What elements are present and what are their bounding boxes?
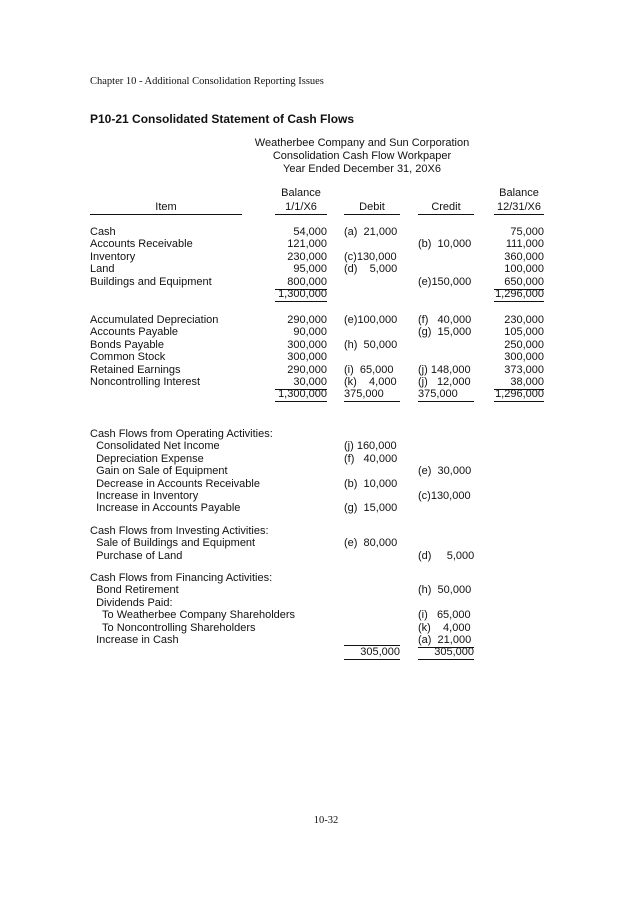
credit-entry: (a) 21,000	[418, 634, 474, 648]
cash-flow-label: To Noncontrolling Shareholders	[90, 621, 256, 634]
balance-begin-value: 30,000	[275, 376, 327, 390]
cash-flow-row	[0, 478, 638, 491]
balance-end-value: 100,000	[504, 263, 544, 276]
balance-end-value: 300,000	[504, 351, 544, 364]
credit-entry: (d) 5,000	[418, 549, 475, 562]
debit-entry: (j) 160,000	[344, 440, 397, 453]
balance-end-value: 650,000	[494, 276, 544, 290]
cash-flow-label: Consolidated Net Income	[90, 440, 220, 453]
cash-flow-row	[0, 453, 638, 466]
balance-end-header: Balance	[499, 187, 539, 199]
debit-entry: (g) 15,000	[344, 502, 398, 515]
table-row	[0, 251, 638, 264]
debit-header: Debit	[344, 201, 400, 215]
row-item-label: Accounts Receivable	[90, 238, 193, 251]
cash-flow-row	[0, 440, 638, 453]
balance-end-value: 1,296,000	[495, 388, 544, 401]
row-item-label: Land	[90, 263, 115, 276]
credit-entry: (g) 15,000	[418, 326, 472, 339]
balance-end-value: 360,000	[504, 250, 544, 263]
cash-flow-label: Increase in Inventory	[90, 490, 199, 502]
cash-flow-label: Increase in Cash	[90, 634, 179, 646]
cash-flow-row	[0, 584, 638, 597]
credit-entry: 305,000	[418, 646, 474, 660]
debit-entry: 375,000	[344, 388, 400, 402]
table-row	[0, 288, 638, 301]
cash-flow-row	[0, 597, 638, 610]
credit-entry: (e)150,000	[418, 275, 472, 288]
problem-title: P10-21 Consolidated Statement of Cash Flows	[90, 112, 355, 126]
balance-end-value: 1,296,000	[495, 288, 544, 300]
balance-begin-value: 290,000	[287, 314, 327, 326]
debit-entry: 305,000	[344, 646, 400, 660]
credit-header: Credit	[418, 201, 474, 215]
balance-begin-value: 121,000	[287, 238, 327, 251]
credit-entry: (e) 30,000	[418, 465, 472, 478]
credit-entry: (b) 10,000	[418, 238, 472, 251]
credit-entry: 375,000	[418, 388, 474, 402]
balance-end-value: 230,000	[504, 314, 544, 326]
table-row	[0, 339, 638, 352]
row-item-label: Inventory	[90, 250, 136, 263]
credit-entry: (f) 40,000	[418, 314, 472, 326]
row-item-label: Bonds Payable	[90, 338, 164, 351]
column-header-top	[0, 187, 638, 200]
period-line: Year Ended December 31, 20X6	[283, 163, 441, 175]
table-row	[0, 376, 638, 389]
cash-flow-row	[0, 465, 638, 478]
cash-flow-label: Cash Flows from Investing Activities:	[90, 524, 269, 537]
row-item-label: Accumulated Depreciation	[90, 314, 219, 326]
debit-entry: (c)130,000	[344, 250, 397, 263]
column-header-bottom	[0, 201, 638, 214]
cash-flow-row	[0, 622, 638, 635]
item-header: Item	[90, 201, 242, 215]
balance-begin-value: 300,000	[287, 351, 327, 364]
cash-flow-row	[0, 634, 638, 647]
balance-begin-value: 1,300,000	[275, 388, 327, 402]
page-number: 10-32	[313, 815, 339, 826]
balance-end-value: 373,000	[504, 363, 544, 376]
table-row	[0, 364, 638, 377]
balance-begin-value: 95,000	[293, 263, 327, 276]
cash-flow-row	[0, 502, 638, 515]
debit-entry: (e)100,000	[344, 314, 398, 326]
cash-flow-row	[0, 646, 638, 659]
chapter-header: Chapter 10 - Additional Consolidation Reporting Issues	[90, 76, 324, 87]
balance-begin-value: 54,000	[293, 226, 327, 238]
balance-end-date: 12/31/X6	[494, 201, 544, 215]
cash-flow-row	[0, 525, 638, 538]
credit-entry: (j) 12,000	[418, 376, 471, 388]
row-item-label: Cash	[90, 226, 116, 238]
cash-flow-label: Depreciation Expense	[90, 452, 204, 465]
balance-begin-value: 1,300,000	[275, 288, 327, 302]
cash-flow-row	[0, 490, 638, 503]
credit-entry: (k) 4,000	[418, 621, 471, 634]
credit-entry: (i) 65,000	[418, 609, 471, 622]
row-item-label: Accounts Payable	[90, 326, 179, 339]
cash-flow-label: Dividends Paid:	[90, 596, 173, 609]
cash-flow-label: Bond Retirement	[90, 584, 179, 597]
cash-flow-label: Increase in Accounts Payable	[90, 502, 241, 515]
table-row	[0, 314, 638, 327]
cash-flow-row	[0, 609, 638, 622]
balance-end-value: 75,000	[510, 226, 544, 238]
debit-entry: (e) 80,000	[344, 537, 398, 550]
debit-entry: (d) 5,000	[344, 263, 398, 276]
debit-entry: (h) 50,000	[344, 338, 398, 351]
debit-entry: (i) 65,000	[344, 363, 394, 376]
row-item-label: Retained Earnings	[90, 363, 181, 376]
balance-begin-value: 230,000	[287, 250, 327, 263]
debit-entry: (a) 21,000	[344, 226, 398, 238]
cash-flow-label: Decrease in Accounts Receivable	[90, 477, 260, 490]
workpaper-title: Consolidation Cash Flow Workpaper	[272, 150, 452, 162]
cash-flow-label: Purchase of Land	[90, 549, 183, 562]
balance-begin-value: 300,000	[287, 338, 327, 351]
table-row	[0, 326, 638, 339]
table-row	[0, 276, 638, 289]
cash-flow-row	[0, 550, 638, 563]
balance-begin-value: 90,000	[293, 326, 327, 339]
cash-flow-label: Sale of Buildings and Equipment	[90, 537, 256, 550]
row-item-label: Buildings and Equipment	[90, 275, 212, 288]
balance-end-value: 111,000	[505, 238, 544, 251]
cash-flow-row	[0, 537, 638, 550]
balance-end-value: 105,000	[504, 326, 544, 339]
table-row	[0, 263, 638, 276]
balance-end-value: 250,000	[504, 338, 544, 351]
cash-flow-label: To Weatherbee Company Shareholders	[90, 609, 296, 622]
row-item-label: Noncontrolling Interest	[90, 376, 201, 388]
cash-flow-label: Cash Flows from Operating Activities:	[90, 428, 273, 440]
table-row	[0, 351, 638, 364]
credit-entry: (j) 148,000	[418, 363, 471, 376]
debit-entry: (k) 4,000	[344, 376, 397, 388]
balance-begin-header: Balance	[281, 187, 321, 199]
cash-flow-row	[0, 572, 638, 585]
balance-begin-date: 1/1/X6	[275, 201, 327, 215]
credit-entry: (h) 50,000	[418, 584, 472, 597]
table-row	[0, 238, 638, 251]
balance-end-value: 38,000	[494, 376, 544, 390]
debit-entry: (f) 40,000	[344, 452, 398, 465]
balance-begin-value: 290,000	[287, 363, 327, 376]
row-item-label: Common Stock	[90, 351, 166, 364]
balance-begin-value: 800,000	[275, 276, 327, 290]
cash-flow-label: Gain on Sale of Equipment	[90, 465, 228, 478]
company-name: Weatherbee Company and Sun Corporation	[254, 137, 470, 149]
cash-flow-row	[0, 428, 638, 441]
credit-entry: (c)130,000	[418, 490, 471, 502]
table-row	[0, 388, 638, 401]
cash-flow-label: Cash Flows from Financing Activities:	[90, 572, 273, 584]
debit-entry: (b) 10,000	[344, 477, 398, 490]
table-row	[0, 226, 638, 239]
